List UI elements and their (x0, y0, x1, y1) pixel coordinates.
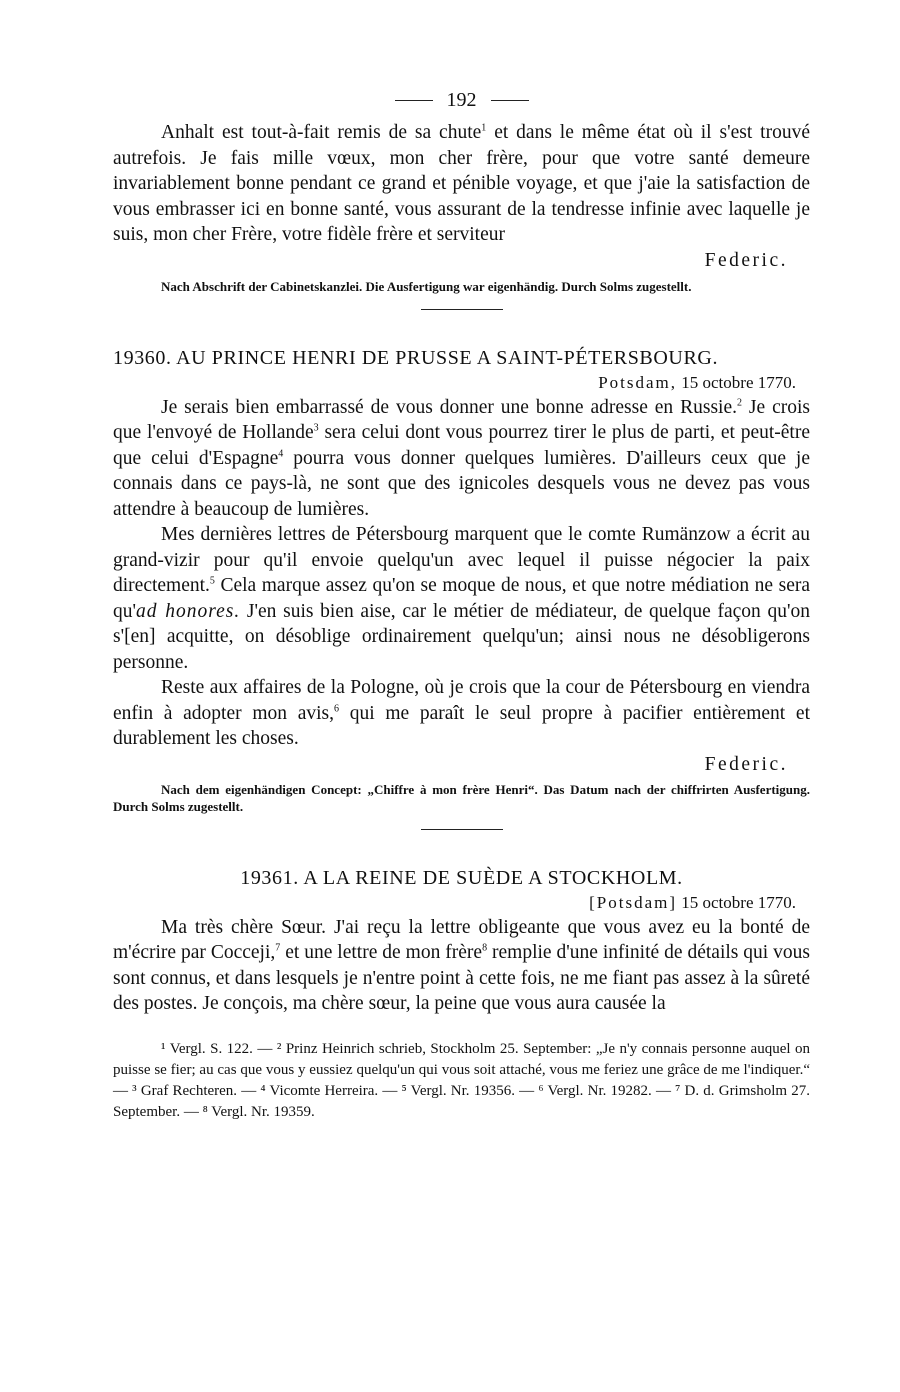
footnote-ref-7: 7 (275, 942, 281, 954)
letter-heading (113, 345, 810, 371)
letter-title: AU PRINCE HENRI DE PRUSSE A SAINT-PÉTERSBOURG. (176, 346, 719, 369)
intro-section (113, 120, 810, 310)
footnote-ref-5: 5 (209, 575, 215, 587)
text-run: et une lettre de mon frère (280, 942, 483, 963)
letter-signature: Federic. (704, 753, 788, 775)
page-header (113, 86, 810, 114)
letter-dateline (113, 371, 810, 395)
text-run: remplie d'une infinité de détails qui vous sont connus, et dans lesquels je n'entre point à cette fois, ne me fiant pas assez à la sûreté des postes. Je conçois, ma chère sœur, la peine que vous aura causée la (113, 942, 810, 1014)
text-run: Cela marque assez qu'on se moque de nous, et que notre médiation ne sera qu' (113, 575, 810, 622)
footnote-ref-2: 2 (737, 397, 742, 408)
letter-number: 19361. (240, 866, 299, 889)
text-run: J'en suis bien aise, car le métier de médiateur, de quelque façon qu'on s'[en] acquitte, on désoblige ordinairement quelqu'un; ainsi nous ne désobligerons personne. (113, 600, 810, 673)
letter-19360 (113, 345, 810, 830)
section-divider (421, 309, 503, 310)
text-run: Reste aux affaires de la Pologne, où je crois que la cour de Pétersbourg en viendra enfin à adopter mon avis, (113, 677, 810, 724)
intro-signature: Federic. (704, 249, 788, 271)
page-number: 192 (446, 89, 477, 111)
footnote-ref-1: 1 (481, 122, 487, 134)
letter-date: 15 octobre 1770. (681, 372, 796, 392)
letter-title: A LA REINE DE SUÈDE A STOCKHOLM. (303, 866, 683, 889)
footnote-ref-6: 6 (334, 703, 340, 714)
text-run: Ma très chère Sœur. J'ai reçu la lettre obligeante que vous avez eu la bonté de m'écrire par Cocceji, (113, 916, 810, 963)
section-divider (421, 829, 503, 830)
letter-dateline (113, 891, 810, 915)
letter-paragraph (113, 395, 810, 523)
intro-text-rest: et dans le même état où il s'est trouvé autrefois. Je fais mille vœux, mon cher frère, pour que votre santé demeure invariablement bonne pendant ce grand et pénible voyage, et que j'aie la satisfaction de vous embrasser ici en bonne santé, vous assurant de la tendresse infinie avec laquelle je suis, mon cher Frère, votre fidèle frère et serviteur (113, 122, 810, 245)
letter-source-note: Nach dem eigenhändigen Concept: „Chiffre à mon frère Henri“. Das Datum nach der chiffrirten Ausfertigung. Durch Solms zugestellt. (113, 781, 810, 814)
letter-paragraph (113, 675, 810, 752)
footnote-text: ¹ Vergl. S. 122. — ² Prinz Heinrich schrieb, Stockholm 25. September: „Je n'y connais personne auquel on puisse se fier; au cas que vous y eussiez quelqu'un qui vous soit attaché, vous me feriez une grâce de me l'indiquer.“ — ³ Graf Rechteren. — ⁴ Vicomte Herreira. — ⁵ Vergl. Nr. 19356. — ⁶ Vergl. Nr. 19282. — ⁷ D. d. Grimsholm 27. September. — ⁸ Vergl. Nr. 19359. (113, 1040, 810, 1120)
letter-paragraph (113, 522, 810, 675)
letter-place: [Potsdam] (589, 892, 678, 912)
text-run: Je crois que l'envoyé de Hollande (113, 396, 811, 443)
letter-19361 (113, 865, 810, 1017)
intro-text: Anhalt est tout-à-fait remis de sa chute (161, 122, 482, 143)
letter-date: 15 octobre 1770. (681, 892, 796, 912)
footnote-ref-4: 4 (278, 448, 284, 459)
text-run: pourra vous donner quelques lumières. D'ailleurs ceux que je connais dans ce pays-là, ne sont que des ignicoles desquels vous ne devez pas vous attendre à beaucoup de lumières. (113, 447, 810, 520)
text-run: sera celui dont vous pourrez tirer le plus de parti, et peut-être que celui d'Espagne (113, 422, 810, 469)
text-run: Je serais bien embarrassé de vous donner une bonne adresse en Russie. (161, 396, 737, 418)
letter-heading (113, 865, 810, 891)
document-page (113, 86, 810, 1123)
header-dash-left (395, 100, 433, 101)
footnote-ref-3: 3 (313, 422, 319, 434)
text-run: Mes dernières lettres de Pétersbourg marquent que le comte Rumänzow a écrit au grand-vizir pour qu'il envoie quelqu'un avec lequel il puisse négocier la paix directement. (113, 524, 810, 596)
footnotes (113, 1039, 810, 1123)
footnote-ref-8: 8 (482, 942, 488, 954)
italic-text: ad honores. (136, 600, 241, 622)
intro-source-note: Nach Abschrift der Cabinetskanzlei. Die Ausfertigung war eigenhändig. Durch Solms zugestellt. (161, 278, 692, 294)
intro-paragraph (113, 120, 810, 248)
header-dash-right (491, 100, 529, 101)
text-run: qui me paraît le seul propre à pacifier entièrement et durablement les choses. (113, 702, 810, 749)
letter-number: 19360. (113, 346, 172, 369)
letter-place: Potsdam, (598, 372, 678, 392)
letter-paragraph (113, 915, 810, 1017)
